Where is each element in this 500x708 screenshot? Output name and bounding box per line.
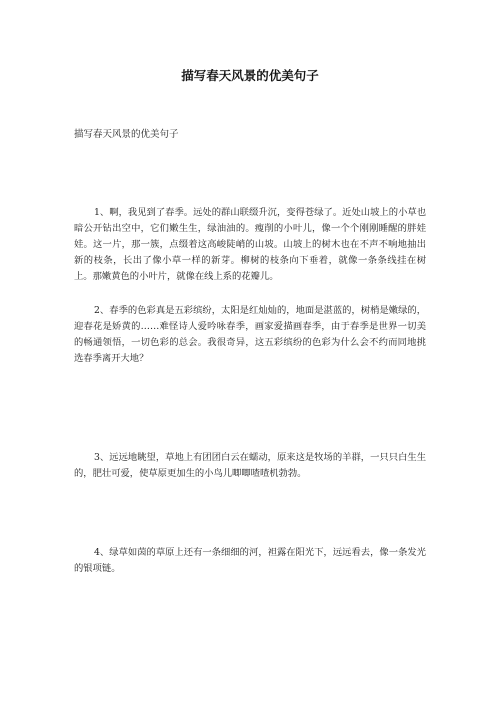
paragraph-2: 2、春季的色彩真是五彩缤纷，太阳是红灿灿的，地面是湛蓝的，树梢是嫩绿的，迎春花是娇黄的……难怪诗人爱吟咏春季，画家爱描画春季，由于春季是世界一切美的畅通领悟，一切色彩的总会。我很奇异，这五彩缤纷的色彩为什么会不约而同地挑选春季离开大地？ (74, 305, 426, 364)
document-title: 描写春天风景的优美句子 (181, 68, 319, 83)
paragraph-3: 3、远远地眺望，草地上有团团白云在蠕动，原来这是牧场的羊群，一只只白生生的，肥壮可爱，使草原更加生的小鸟儿唧唧喳喳机勃勃。 (74, 452, 426, 479)
document-subtitle: 描写春天风景的优美句子 (74, 129, 179, 140)
paragraph-4: 4、绿草如茵的草原上还有一条细细的河，袒露在阳光下，远远看去，像一条发光的银项链。 (74, 547, 426, 574)
paragraph-1: 1、啊，我见到了春季。远处的群山联缀升沉，变得苍绿了。近处山坡上的小草也暗公开钻出空中，它们嫩生生，绿油油的。瘦削的小叶儿，像一个个刚刚睡醒的胖娃娃。这一片，那一簇，点缀着这高峻陡峭的山坡。山坡上的树木也在不声不响地抽出新的枝条，长出了像小草一样的新芽。柳树的枝条向下垂着，就像一条条线挂在树上。那嫩黄色的小叶片，就像在线上系的花瓣儿。 (74, 207, 426, 282)
